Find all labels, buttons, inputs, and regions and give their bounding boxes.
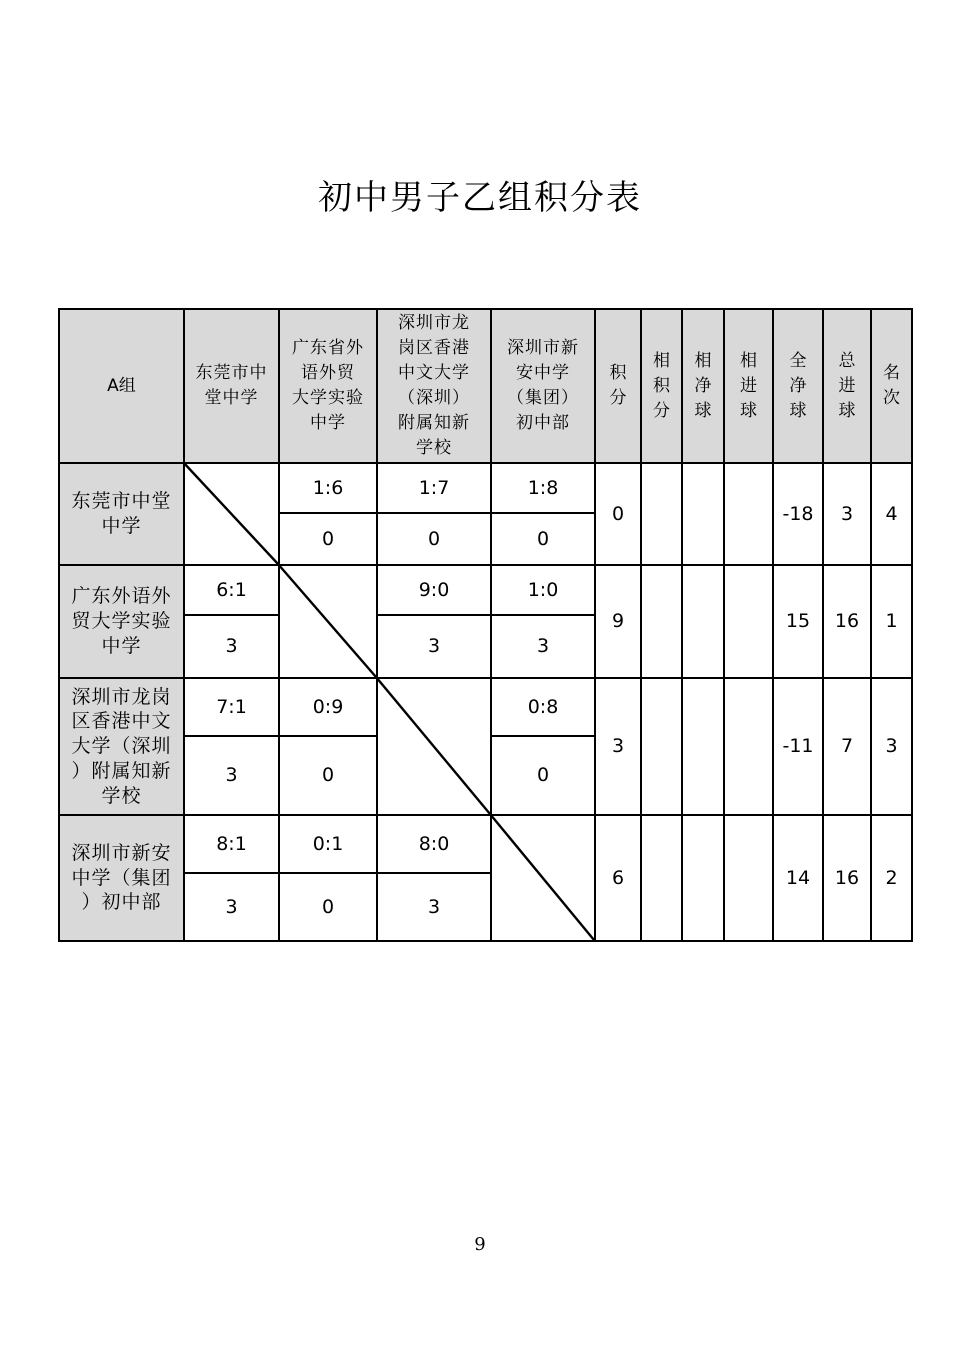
total-points: 0 xyxy=(595,463,641,565)
rank: 2 xyxy=(871,815,912,941)
stat-header-goals: 总进球 xyxy=(838,350,856,421)
team-header: 东莞市中 堂中学 xyxy=(195,363,268,408)
team-header: 深圳市新 安中学 （集团） 初中部 xyxy=(507,338,579,433)
self-match-cell xyxy=(184,463,279,565)
goal-diff: 15 xyxy=(773,565,823,678)
rank: 1 xyxy=(871,565,912,678)
match-points: 3 xyxy=(184,736,279,815)
goal-diff: -11 xyxy=(773,678,823,815)
goals: 16 xyxy=(823,565,871,678)
match-score: 9:0 xyxy=(377,565,491,615)
total-points: 6 xyxy=(595,815,641,941)
team-header: 深圳市龙 岗区香港 中文大学 （深圳） 附属知新 学校 xyxy=(398,313,470,458)
match-score: 1:7 xyxy=(377,463,491,513)
goal-diff: 14 xyxy=(773,815,823,941)
team-name: 深圳市龙岗 区香港中文 大学（深圳 ）附属知新 学校 xyxy=(71,685,172,807)
h2h-goals xyxy=(724,678,773,815)
total-points: 9 xyxy=(595,565,641,678)
h2h-goal-diff xyxy=(682,565,724,678)
team-header-cell xyxy=(377,309,491,463)
group-label: A组 xyxy=(107,375,136,396)
h2h-points xyxy=(641,815,682,941)
match-points: 3 xyxy=(377,615,491,678)
goals: 7 xyxy=(823,678,871,815)
h2h-points xyxy=(641,678,682,815)
match-score: 7:1 xyxy=(184,678,279,736)
h2h-points xyxy=(641,463,682,565)
match-points: 3 xyxy=(377,873,491,941)
match-points: 0 xyxy=(279,873,377,941)
match-score: 0:9 xyxy=(279,678,377,736)
stat-header-cell xyxy=(682,309,724,463)
team-header-cell xyxy=(184,309,279,463)
goals: 3 xyxy=(823,463,871,565)
h2h-goal-diff xyxy=(682,678,724,815)
page-number: 9 xyxy=(474,1234,486,1255)
rank: 4 xyxy=(871,463,912,565)
match-points: 3 xyxy=(491,615,595,678)
goal-diff: -18 xyxy=(773,463,823,565)
h2h-goals xyxy=(724,565,773,678)
stat-header-rank: 名次 xyxy=(883,363,900,408)
self-match-cell xyxy=(491,815,595,941)
match-score: 8:1 xyxy=(184,815,279,873)
match-points: 0 xyxy=(377,513,491,565)
team-name-cell xyxy=(59,463,184,565)
header-row xyxy=(59,309,912,463)
table-row xyxy=(59,815,912,873)
match-points: 0 xyxy=(491,736,595,815)
match-score: 0:1 xyxy=(279,815,377,873)
match-points: 0 xyxy=(491,513,595,565)
h2h-goal-diff xyxy=(682,463,724,565)
match-score: 6:1 xyxy=(184,565,279,615)
stat-header-cell xyxy=(724,309,773,463)
h2h-goals xyxy=(724,815,773,941)
stat-header-points: 积分 xyxy=(609,363,627,408)
stat-header-h2h-points: 相积分 xyxy=(653,350,670,421)
match-score: 1:6 xyxy=(279,463,377,513)
team-header: 广东省外 语外贸 大学实验 中学 xyxy=(292,338,364,433)
match-points: 3 xyxy=(184,873,279,941)
table-row xyxy=(59,463,912,513)
stat-header-cell xyxy=(823,309,871,463)
group-label-cell xyxy=(59,309,184,463)
stat-header-h2h-goal-diff: 相净球 xyxy=(694,350,712,421)
total-points: 3 xyxy=(595,678,641,815)
self-match-cell xyxy=(279,565,377,678)
stat-header-cell xyxy=(641,309,682,463)
stat-header-cell xyxy=(773,309,823,463)
h2h-goals xyxy=(724,463,773,565)
rank: 3 xyxy=(871,678,912,815)
team-name: 东莞市中堂 中学 xyxy=(71,490,172,537)
standings-table xyxy=(58,308,913,942)
match-score: 0:8 xyxy=(491,678,595,736)
standings-table-container xyxy=(58,308,911,940)
page-title: 初中男子乙组积分表 xyxy=(318,178,642,218)
table-row xyxy=(59,678,912,736)
team-name: 广东外语外 贸大学实验 中学 xyxy=(71,585,172,657)
team-name: 深圳市新安 中学（集团 ）初中部 xyxy=(71,841,172,914)
team-name-cell xyxy=(59,565,184,678)
stat-header-cell xyxy=(871,309,912,463)
match-score: 8:0 xyxy=(377,815,491,873)
match-points: 0 xyxy=(279,513,377,565)
self-match-cell xyxy=(377,678,491,815)
stat-header-goal-diff: 全净球 xyxy=(789,350,807,421)
goals: 16 xyxy=(823,815,871,941)
team-header-cell xyxy=(491,309,595,463)
match-points: 3 xyxy=(184,615,279,678)
table-row xyxy=(59,565,912,615)
match-score: 1:8 xyxy=(491,463,595,513)
match-score: 1:0 xyxy=(491,565,595,615)
h2h-points xyxy=(641,565,682,678)
stat-header-cell xyxy=(595,309,641,463)
team-name-cell xyxy=(59,678,184,815)
team-header-cell xyxy=(279,309,377,463)
match-points: 0 xyxy=(279,736,377,815)
team-name-cell xyxy=(59,815,184,941)
h2h-goal-diff xyxy=(682,815,724,941)
stat-header-h2h-goals: 相进球 xyxy=(740,350,757,421)
